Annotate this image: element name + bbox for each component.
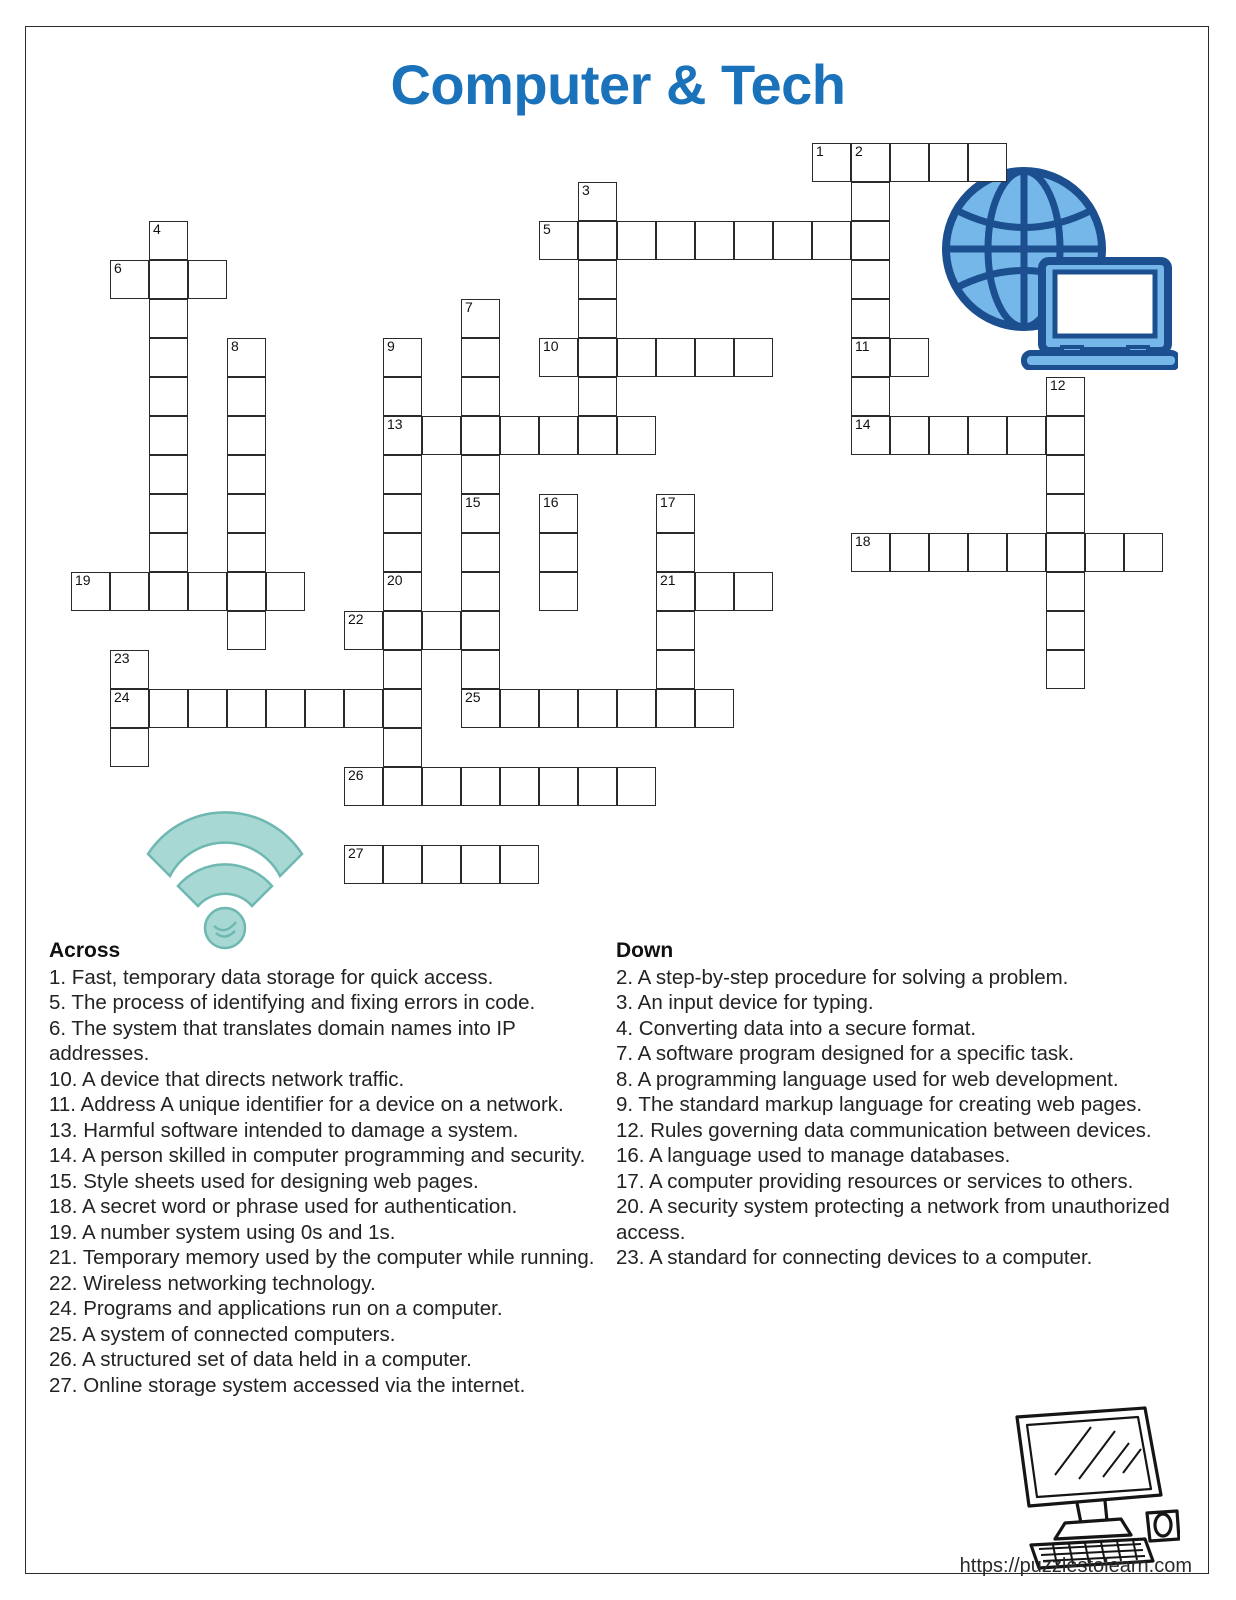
cell-number: 3 — [582, 182, 590, 198]
cell-number: 25 — [465, 689, 481, 705]
crossword-cell[interactable] — [344, 689, 383, 728]
crossword-cell[interactable] — [656, 221, 695, 260]
cell-number: 17 — [660, 494, 676, 510]
crossword-cell[interactable] — [812, 143, 851, 182]
clue-across-10: 10. A device that directs network traffic. — [49, 1067, 405, 1091]
down-clue-column — [616, 938, 1182, 1271]
crossword-cell[interactable] — [461, 494, 500, 533]
crossword-cell[interactable] — [851, 533, 890, 572]
cell-number: 7 — [465, 299, 473, 315]
crossword-cell[interactable] — [968, 416, 1007, 455]
crossword-cell[interactable] — [461, 572, 500, 611]
crossword-cell[interactable] — [539, 338, 578, 377]
across-clue-list — [49, 965, 615, 1399]
crossword-cell[interactable] — [929, 533, 968, 572]
crossword-cell[interactable] — [383, 494, 422, 533]
clue-across-15: 15. Style sheets used for designing web pages. — [49, 1169, 479, 1193]
crossword-cell[interactable] — [617, 416, 656, 455]
crossword-cell[interactable] — [1046, 416, 1085, 455]
crossword-cell[interactable] — [734, 338, 773, 377]
cell-number: 6 — [114, 260, 122, 276]
crossword-cell[interactable] — [851, 338, 890, 377]
crossword-cell[interactable] — [539, 221, 578, 260]
crossword-cell[interactable] — [890, 338, 929, 377]
crossword-cell[interactable] — [110, 728, 149, 767]
crossword-cell[interactable] — [383, 650, 422, 689]
crossword-cell[interactable] — [578, 377, 617, 416]
clue-across-11: 11. Address A unique identifier for a device on a network. — [49, 1093, 564, 1116]
crossword-cell[interactable] — [851, 260, 890, 299]
cell-number: 5 — [543, 221, 551, 237]
crossword-cell[interactable] — [461, 533, 500, 572]
cell-number: 16 — [543, 494, 559, 510]
crossword-cell[interactable] — [461, 416, 500, 455]
crossword-cell[interactable] — [461, 689, 500, 728]
crossword-cell[interactable] — [71, 572, 110, 611]
crossword-cell[interactable] — [422, 611, 461, 650]
crossword-cell[interactable] — [227, 377, 266, 416]
crossword-cell[interactable] — [656, 533, 695, 572]
crossword-cell[interactable] — [617, 767, 656, 806]
crossword-cell[interactable] — [149, 533, 188, 572]
crossword-cell[interactable] — [773, 221, 812, 260]
crossword-cell[interactable] — [461, 611, 500, 650]
crossword-cell[interactable] — [149, 338, 188, 377]
clue-across-18: 18. A secret word or phrase used for authentication. — [49, 1195, 518, 1218]
cell-number: 4 — [153, 221, 161, 237]
across-heading: Across — [49, 939, 121, 962]
clue-across-6: 6. The system that translates domain names into IP addresses. — [49, 1016, 516, 1065]
clue-down-3: 3. An input device for typing. — [616, 991, 874, 1014]
crossword-cell[interactable] — [851, 416, 890, 455]
crossword-cell[interactable] — [851, 299, 890, 338]
crossword-cell[interactable] — [539, 572, 578, 611]
clue-across-22: 22. Wireless networking technology. — [49, 1271, 376, 1295]
crossword-cell[interactable] — [578, 767, 617, 806]
crossword-cell[interactable] — [851, 182, 890, 221]
clue-across-5: 5. The process of identifying and fixing errors in code. — [49, 991, 536, 1014]
crossword-cell[interactable] — [1046, 650, 1085, 689]
crossword-cell[interactable] — [227, 338, 266, 377]
clue-down-20: 20. A security system protecting a network from unauthorized access. — [616, 1195, 1170, 1244]
cell-number: 10 — [543, 338, 559, 354]
crossword-cell[interactable] — [461, 767, 500, 806]
crossword-cell[interactable] — [656, 689, 695, 728]
crossword-cell[interactable] — [149, 416, 188, 455]
footer-url[interactable]: https://puzzlestolearn.com — [959, 1555, 1192, 1577]
crossword-cell[interactable] — [383, 845, 422, 884]
crossword-cell[interactable] — [422, 767, 461, 806]
clue-down-4: 4. Converting data into a secure format. — [616, 1016, 977, 1040]
crossword-cell[interactable] — [929, 143, 968, 182]
crossword-cell[interactable] — [227, 689, 266, 728]
crossword-cell[interactable] — [110, 572, 149, 611]
clue-down-16: 16. A language used to manage databases. — [616, 1144, 1011, 1167]
crossword-cell[interactable] — [461, 338, 500, 377]
crossword-cell[interactable] — [149, 494, 188, 533]
crossword-cell[interactable] — [1046, 494, 1085, 533]
crossword-cell[interactable] — [578, 299, 617, 338]
crossword-cell[interactable] — [461, 650, 500, 689]
crossword-cell[interactable] — [500, 689, 539, 728]
clue-across-1: 1. Fast, temporary data storage for quick access. — [49, 965, 494, 989]
crossword-cell[interactable] — [188, 689, 227, 728]
crossword-cell[interactable] — [149, 572, 188, 611]
cell-number: 20 — [387, 572, 403, 588]
crossword-cell[interactable] — [851, 221, 890, 260]
crossword-cell[interactable] — [890, 533, 929, 572]
crossword-cell[interactable] — [539, 416, 578, 455]
clue-down-12: 12. Rules governing data communication between devices. — [616, 1118, 1152, 1142]
crossword-cell[interactable] — [227, 611, 266, 650]
cell-number: 1 — [816, 143, 824, 159]
crossword-cell[interactable] — [734, 572, 773, 611]
cell-number: 23 — [114, 650, 130, 666]
crossword-cell[interactable] — [617, 689, 656, 728]
crossword-cell[interactable] — [461, 455, 500, 494]
crossword-cell[interactable] — [149, 299, 188, 338]
crossword-cell[interactable] — [227, 494, 266, 533]
crossword-cell[interactable] — [461, 845, 500, 884]
crossword-cell[interactable] — [656, 611, 695, 650]
crossword-cell[interactable] — [110, 650, 149, 689]
crossword-cell[interactable] — [110, 689, 149, 728]
crossword-cell[interactable] — [617, 221, 656, 260]
cell-number: 11 — [855, 338, 870, 354]
crossword-cell[interactable] — [1085, 533, 1124, 572]
crossword-cell[interactable] — [1007, 533, 1046, 572]
crossword-cell[interactable] — [695, 338, 734, 377]
crossword-cell[interactable] — [149, 260, 188, 299]
clue-across-26: 26. A structured set of data held in a computer. — [49, 1348, 472, 1371]
clue-across-19: 19. A number system using 0s and 1s. — [49, 1220, 396, 1244]
clue-across-13: 13. Harmful software intended to damage a system. — [49, 1118, 519, 1142]
crossword-cell[interactable] — [500, 416, 539, 455]
crossword-cell[interactable] — [344, 611, 383, 650]
clue-across-27: 27. Online storage system accessed via the internet. — [49, 1373, 526, 1397]
cell-number: 18 — [855, 533, 871, 549]
clue-down-8: 8. A programming language used for web development. — [616, 1067, 1119, 1091]
cell-number: 27 — [348, 845, 364, 861]
crossword-cell[interactable] — [656, 338, 695, 377]
crossword-cell[interactable] — [1124, 533, 1163, 572]
crossword-cell[interactable] — [539, 494, 578, 533]
cell-number: 13 — [387, 416, 403, 432]
crossword-cell[interactable] — [383, 533, 422, 572]
clue-down-2: 2. A step-by-step procedure for solving a problem. — [616, 965, 1069, 989]
clue-across-25: 25. A system of connected computers. — [49, 1322, 396, 1346]
crossword-cell[interactable] — [968, 143, 1007, 182]
page-title: Computer & Tech — [390, 53, 846, 116]
crossword-cell[interactable] — [695, 221, 734, 260]
cell-number: 2 — [855, 143, 863, 159]
across-clue-column — [49, 938, 615, 1398]
crossword-cell[interactable] — [266, 572, 305, 611]
crossword-cell[interactable] — [383, 767, 422, 806]
down-clue-list — [616, 965, 1182, 1271]
crossword-cell[interactable] — [656, 572, 695, 611]
crossword-cell[interactable] — [461, 377, 500, 416]
crossword-cell[interactable] — [149, 689, 188, 728]
down-heading: Down — [616, 939, 674, 962]
cell-number: 8 — [231, 338, 239, 354]
crossword-cell[interactable] — [1046, 455, 1085, 494]
crossword-cell[interactable] — [1046, 611, 1085, 650]
crossword-cell[interactable] — [227, 572, 266, 611]
clue-down-7: 7. A software program designed for a specific task. — [616, 1042, 1075, 1065]
crossword-cell[interactable] — [188, 572, 227, 611]
crossword-cell[interactable] — [149, 221, 188, 260]
clue-across-24: 24. Programs and applications run on a computer. — [49, 1297, 503, 1320]
crossword-cell[interactable] — [539, 533, 578, 572]
crossword-cell[interactable] — [851, 377, 890, 416]
crossword-cell[interactable] — [227, 455, 266, 494]
crossword-cell[interactable] — [812, 221, 851, 260]
crossword-cell[interactable] — [500, 845, 539, 884]
clue-down-23: 23. A standard for connecting devices to a computer. — [616, 1246, 1093, 1269]
cell-number: 24 — [114, 689, 130, 705]
crossword-cell[interactable] — [929, 416, 968, 455]
crossword-cell[interactable] — [539, 767, 578, 806]
cell-number: 19 — [75, 572, 91, 588]
crossword-cell[interactable] — [890, 143, 929, 182]
crossword-cell[interactable] — [149, 455, 188, 494]
cell-number: 22 — [348, 611, 364, 627]
crossword-cell[interactable] — [266, 689, 305, 728]
crossword-cell[interactable] — [227, 533, 266, 572]
crossword-cell[interactable] — [578, 416, 617, 455]
crossword-cell[interactable] — [383, 611, 422, 650]
crossword-cell[interactable] — [734, 221, 773, 260]
cell-number: 21 — [660, 572, 676, 588]
crossword-cell[interactable] — [578, 182, 617, 221]
crossword-cell[interactable] — [383, 689, 422, 728]
crossword-cell[interactable] — [305, 689, 344, 728]
crossword-cell[interactable] — [1046, 533, 1085, 572]
crossword-cell[interactable] — [578, 689, 617, 728]
crossword-cell[interactable] — [656, 494, 695, 533]
cell-number: 9 — [387, 338, 395, 354]
crossword-cell[interactable] — [500, 767, 539, 806]
crossword-cell[interactable] — [227, 416, 266, 455]
crossword-cell[interactable] — [149, 377, 188, 416]
crossword-cell[interactable] — [422, 416, 461, 455]
crossword-cell[interactable] — [695, 689, 734, 728]
cell-number: 26 — [348, 767, 364, 783]
crossword-cell[interactable] — [695, 572, 734, 611]
crossword-cell[interactable] — [968, 533, 1007, 572]
crossword-cell[interactable] — [617, 338, 656, 377]
crossword-cell[interactable] — [383, 416, 422, 455]
crossword-cell[interactable] — [1046, 377, 1085, 416]
crossword-cell[interactable] — [578, 338, 617, 377]
crossword-cell[interactable] — [383, 338, 422, 377]
crossword-cell[interactable] — [422, 845, 461, 884]
crossword-cell[interactable] — [383, 455, 422, 494]
crossword-cell[interactable] — [344, 767, 383, 806]
crossword-cell[interactable] — [383, 377, 422, 416]
crossword-cell[interactable] — [344, 845, 383, 884]
crossword-cell[interactable] — [890, 416, 929, 455]
crossword-cell[interactable] — [1046, 572, 1085, 611]
clue-across-14: 14. A person skilled in computer programming and security. — [49, 1144, 586, 1167]
cell-number: 12 — [1050, 377, 1066, 393]
crossword-cell[interactable] — [188, 260, 227, 299]
crossword-cell[interactable] — [461, 299, 500, 338]
cell-number: 15 — [465, 494, 481, 510]
desktop-computer-illustration — [995, 1405, 1180, 1570]
crossword-cell[interactable] — [110, 260, 149, 299]
crossword-cell[interactable] — [578, 221, 617, 260]
crossword-cell[interactable] — [383, 728, 422, 767]
crossword-cell[interactable] — [578, 260, 617, 299]
crossword-cell[interactable] — [1007, 416, 1046, 455]
clue-down-9: 9. The standard markup language for creating web pages. — [616, 1093, 1143, 1116]
crossword-cell[interactable] — [851, 143, 890, 182]
crossword-cell[interactable] — [656, 650, 695, 689]
crossword-cell[interactable] — [383, 572, 422, 611]
cell-number: 14 — [855, 416, 871, 432]
crossword-cell[interactable] — [539, 689, 578, 728]
clue-across-21: 21. Temporary memory used by the computer while running. — [49, 1246, 595, 1269]
clue-down-17: 17. A computer providing resources or services to others. — [616, 1169, 1134, 1193]
